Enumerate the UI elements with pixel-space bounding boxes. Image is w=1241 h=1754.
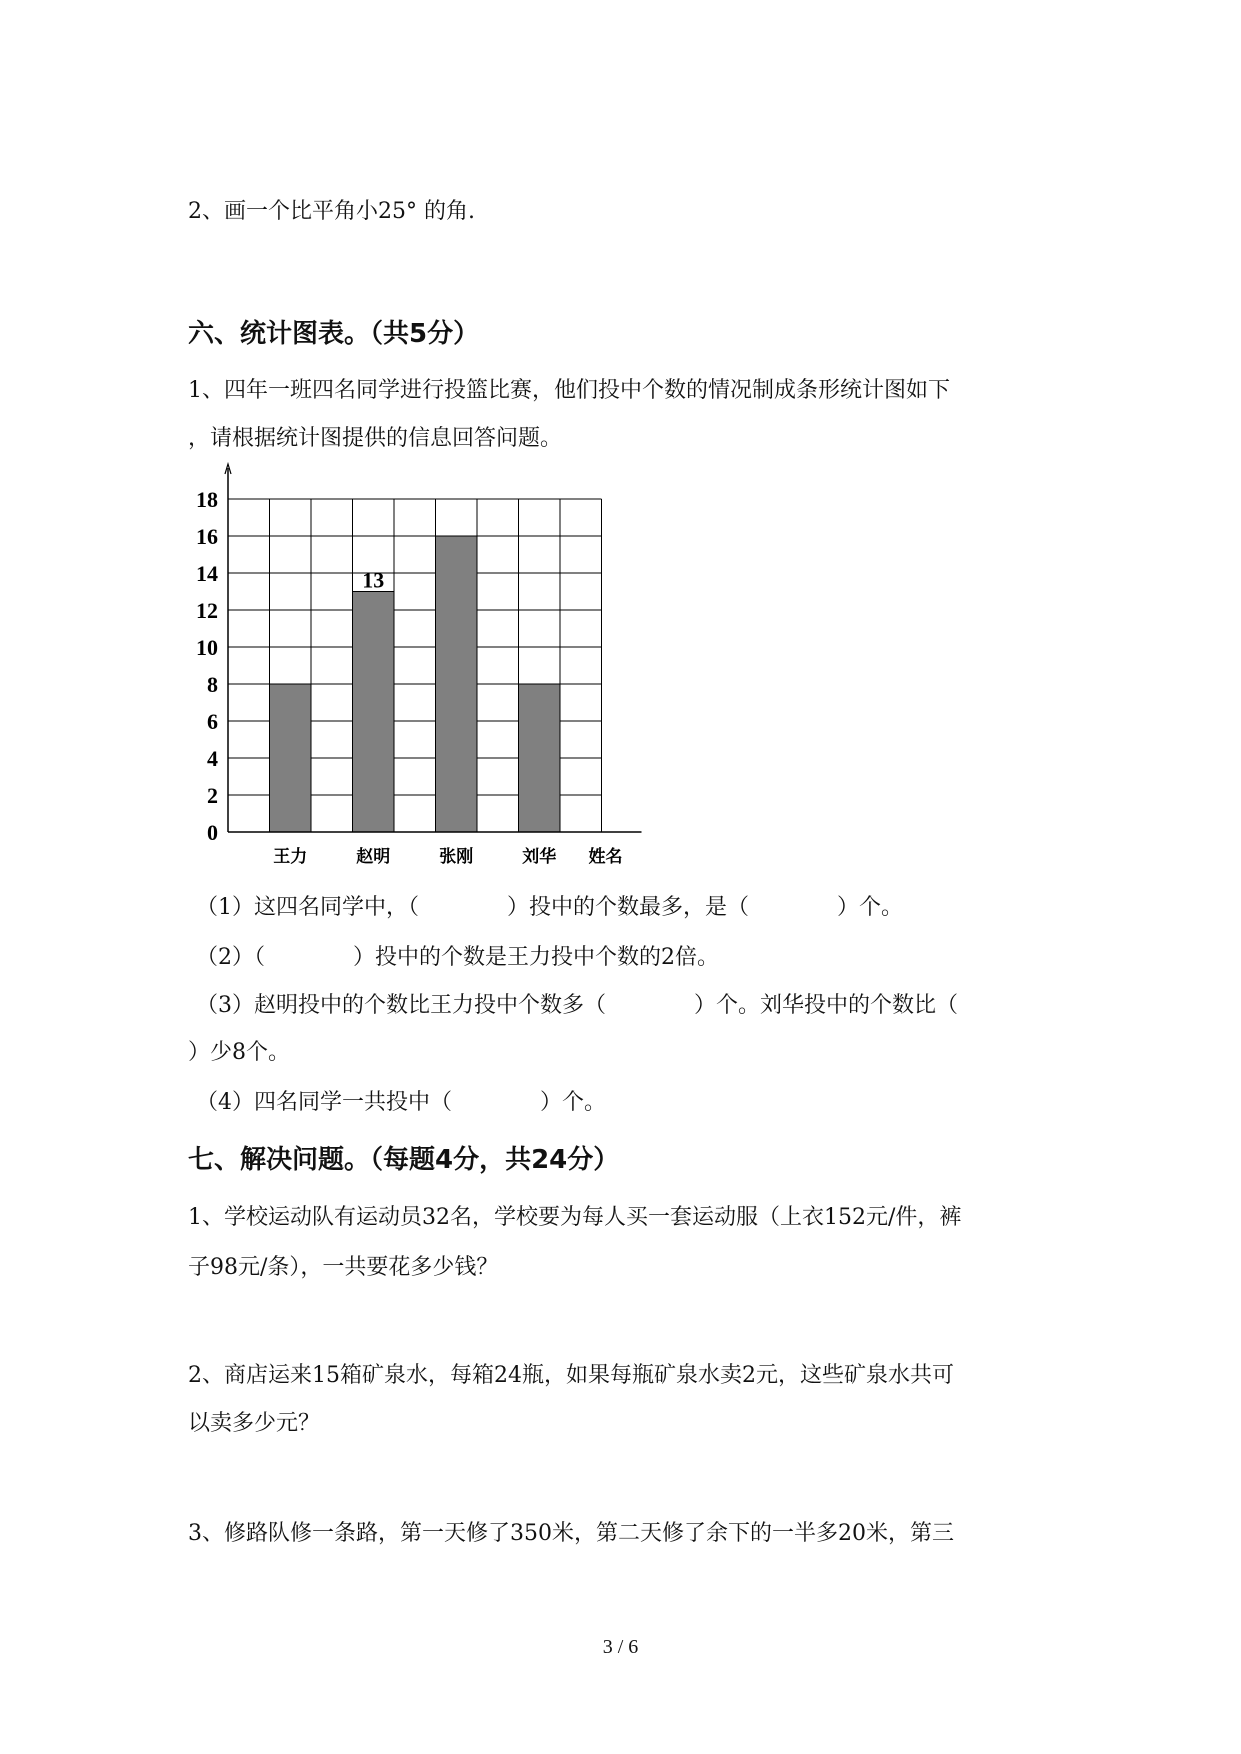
section-7-q1-line1: 1、学校运动队有运动员32名，学校要为每人买一套运动服（上衣152元/件，裤 [188,1205,962,1230]
section-6-q1-line2: ，请根据统计图提供的信息回答问题。 [188,426,563,451]
y-tick-label: 6 [207,709,218,734]
y-tick-label: 14 [196,561,218,586]
bar [270,684,312,832]
sub-question-4: （4）四名同学一共投中（ ）个。 [196,1090,606,1115]
bar-chart [180,462,660,872]
category-label: 赵明 [356,847,391,867]
page-number: 3 / 6 [602,1636,639,1658]
x-axis-label: 姓名 [588,847,623,867]
y-tick-label: 10 [196,635,218,660]
y-tick-label: 0 [207,820,218,845]
sub-question-3-line2: ）少8个。 [188,1040,290,1065]
section-7-q1-line2: 子98元/条），一共要花多少钱？ [188,1255,499,1280]
bar [353,592,395,833]
section-6-q1-line1: 1、四年一班四名同学进行投篮比赛，他们投中个数的情况制成条形统计图如下 [188,378,950,403]
sub-question-1: （1）这四名同学中，（ ）投中的个数最多，是（ ）个。 [196,895,903,920]
y-tick-label: 2 [207,783,218,808]
section-7-title: 七、解决问题。（每题4分，共24分） [188,1145,620,1175]
section-6-title: 六、统计图表。（共5分） [188,319,480,349]
y-tick-label: 18 [196,487,218,512]
bar [436,536,478,832]
y-tick-label: 12 [196,598,218,623]
y-tick-label: 16 [196,524,218,549]
question-draw-angle: 2、画一个比平角小25° 的角. [188,199,475,224]
section-7-q3-line1: 3、修路队修一条路，第一天修了350米，第二天修了余下的一半多20米，第三 [188,1521,954,1546]
sub-question-2: （2）（ ）投中的个数是王力投中个数的2倍。 [196,945,719,970]
category-label: 王力 [273,847,308,867]
bar [519,684,561,832]
section-7-q2-line2: 以卖多少元？ [188,1411,321,1436]
data-label: 13 [362,567,385,593]
sub-question-3-line1: （3）赵明投中的个数比王力投中个数多（ ）个。刘华投中的个数比（ [196,993,958,1018]
section-7-q2-line1: 2、商店运来15箱矿泉水，每箱24瓶，如果每瓶矿泉水卖2元，这些矿泉水共可 [188,1363,954,1388]
y-tick-label: 8 [207,672,218,697]
category-label: 刘华 [522,847,557,867]
category-label: 张刚 [439,847,474,867]
y-tick-label: 4 [207,746,218,771]
